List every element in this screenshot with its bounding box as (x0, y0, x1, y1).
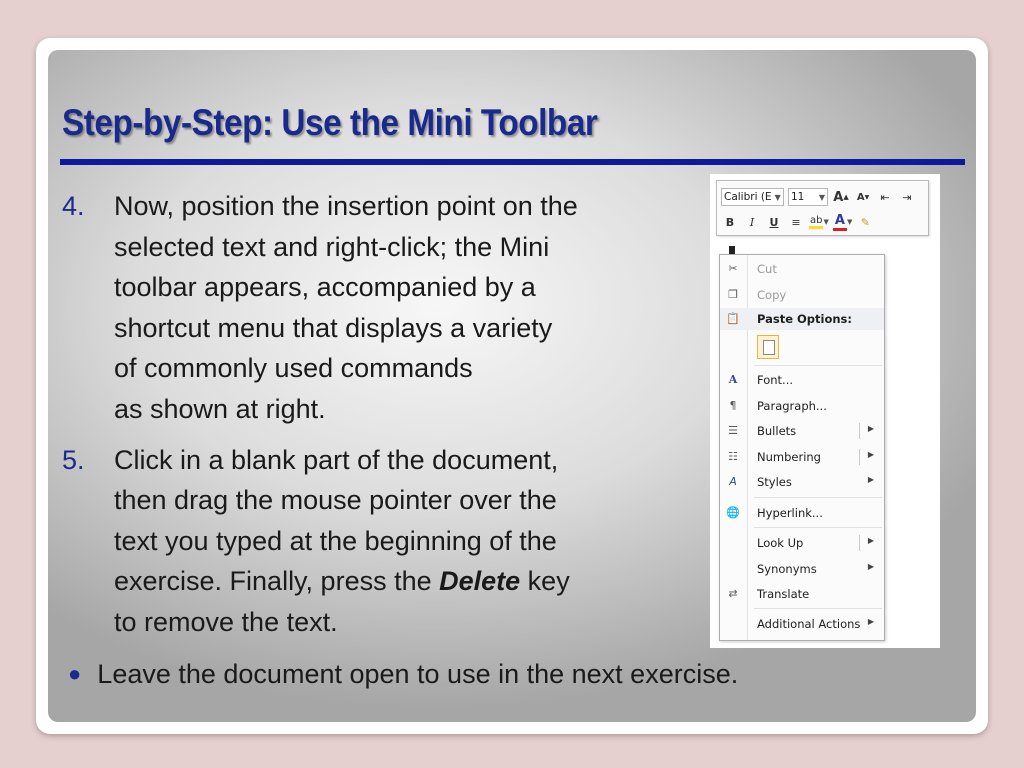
mini-toolbar (716, 180, 929, 236)
submenu-arrow-icon: ▶ (867, 617, 874, 626)
italic-button[interactable]: I (749, 215, 755, 229)
menu-item-label: Translate (757, 587, 810, 601)
chevron-down-icon: ▼ (823, 218, 829, 226)
format-painter-button[interactable] (856, 213, 874, 231)
grow-font-button[interactable]: A ▲ (833, 189, 849, 205)
menu-item-numbering[interactable] (720, 446, 884, 468)
title-underline (60, 159, 965, 165)
menu-item-label: Look Up (757, 536, 804, 550)
split-divider (859, 535, 860, 551)
menu-item-label: Copy (757, 288, 787, 302)
menu-item-paste-options (720, 308, 884, 330)
step-line: to remove the text. (114, 606, 338, 637)
decrease-indent-button[interactable] (876, 188, 894, 206)
step-text: exercise. Finally, press the (114, 566, 440, 597)
shrink-font-button[interactable]: A ▼ (856, 191, 870, 203)
menu-divider (754, 365, 882, 366)
grow-font-icon: A (833, 189, 844, 205)
menu-item-label: Paste Options: (757, 312, 853, 326)
menu-item-label: Styles (757, 475, 792, 489)
bullet-item (68, 656, 738, 694)
split-divider (859, 449, 860, 465)
increase-indent-icon: ⇥ (902, 190, 912, 204)
font-size-value: 11 (791, 191, 805, 203)
chevron-down-icon: ▼ (774, 192, 781, 202)
menu-item-label: Bullets (757, 424, 797, 438)
menu-item-font[interactable] (720, 369, 884, 391)
font-color-icon: A (833, 213, 847, 231)
step-line: selected text and right-click; the Mini (114, 231, 550, 262)
submenu-arrow-icon[interactable]: ▶ (867, 450, 874, 459)
step-number: 5. (62, 444, 85, 475)
step-line: as shown at right. (114, 393, 326, 424)
decrease-indent-icon: ⇤ (880, 190, 890, 204)
step-line: of commonly used commands (114, 353, 473, 384)
menu-item-label: Numbering (757, 450, 821, 464)
numbering-icon: ☷ (728, 450, 738, 463)
step-line: Click in a blank part of the document, (114, 444, 559, 475)
format-painter-icon: ✎ (860, 215, 870, 229)
highlight-button[interactable] (809, 213, 829, 231)
delete-key-name: Delete (439, 566, 521, 597)
highlighter-icon: ab (809, 215, 823, 229)
menu-item-cut[interactable] (720, 258, 884, 280)
menu-item-paragraph[interactable] (720, 395, 884, 417)
keep-text-only-paste-button[interactable] (757, 335, 779, 359)
paste-icon: 📋 (726, 312, 740, 325)
step-line: shortcut menu that displays a variety (114, 312, 553, 343)
center-align-button[interactable] (787, 213, 805, 231)
menu-item-label: Paragraph... (757, 399, 827, 413)
step-line: then drag the mouse pointer over the (114, 485, 557, 516)
menu-item-synonyms[interactable] (720, 558, 884, 580)
step-number: 4. (62, 191, 85, 221)
menu-item-label: Synonyms (757, 562, 817, 576)
submenu-arrow-icon[interactable]: ▶ (867, 424, 874, 433)
menu-item-label: Font... (757, 373, 794, 387)
menu-item-label: Hyperlink... (757, 506, 823, 520)
bold-button[interactable]: B (725, 215, 735, 229)
submenu-arrow-icon[interactable]: ▶ (867, 536, 874, 545)
font-color-button[interactable] (833, 213, 852, 231)
copy-icon: ❐ (728, 288, 738, 301)
mini-toolbar-row-format (721, 212, 874, 232)
menu-item-bullets[interactable] (720, 420, 884, 442)
shrink-font-icon: A (856, 191, 865, 203)
font-icon: A (728, 373, 738, 386)
bullet-dot-icon: ● (68, 661, 82, 686)
menu-item-styles[interactable] (720, 471, 884, 493)
word-screenshot (710, 174, 940, 648)
menu-item-additional-actions[interactable] (720, 613, 884, 635)
chevron-down-icon: ▼ (818, 192, 825, 202)
underline-button[interactable]: U (769, 215, 779, 229)
font-name-value: Calibri (E (724, 191, 772, 203)
step-5 (62, 440, 702, 643)
submenu-arrow-icon: ▶ (867, 475, 874, 484)
bullets-icon: ☰ (728, 424, 738, 437)
increase-indent-button[interactable] (898, 188, 916, 206)
step-line: toolbar appears, accompanied by a (114, 272, 536, 303)
menu-divider (754, 527, 882, 528)
steps-list (62, 186, 702, 643)
menu-item-hyperlink[interactable] (720, 502, 884, 524)
step-line: text you typed at the beginning of the (114, 525, 557, 556)
clipboard-icon (763, 340, 775, 355)
hyperlink-icon: 🌐 (726, 506, 740, 519)
step-4 (62, 186, 702, 430)
menu-item-copy[interactable] (720, 284, 884, 306)
step-line: Now, position the insertion point on the (114, 191, 578, 221)
styles-icon: A (729, 475, 737, 488)
align-center-icon: ≡ (791, 215, 801, 229)
font-name-combo[interactable] (721, 188, 784, 206)
submenu-arrow-icon: ▶ (867, 562, 874, 571)
menu-divider (754, 608, 882, 609)
font-size-combo[interactable] (788, 188, 828, 206)
paragraph-icon: ¶ (729, 399, 737, 412)
menu-divider (754, 497, 882, 498)
bullet-text: Leave the document open to use in the next exercise. (97, 659, 739, 689)
chevron-down-icon: ▼ (846, 218, 853, 226)
mini-toolbar-row-font (721, 187, 916, 207)
split-divider (859, 423, 860, 439)
shortcut-menu (719, 254, 885, 641)
step-text: key (520, 566, 570, 597)
menu-item-label: Additional Actions (757, 617, 861, 631)
step-line (114, 561, 702, 602)
menu-item-label: Cut (757, 262, 777, 276)
menu-item-translate[interactable] (720, 583, 884, 605)
translate-icon: ⇄ (728, 587, 738, 600)
scissors-icon: ✂ (728, 262, 738, 275)
menu-item-look-up[interactable] (720, 532, 884, 554)
slide-title: Step-by-Step: Use the Mini Toolbar (62, 102, 598, 143)
